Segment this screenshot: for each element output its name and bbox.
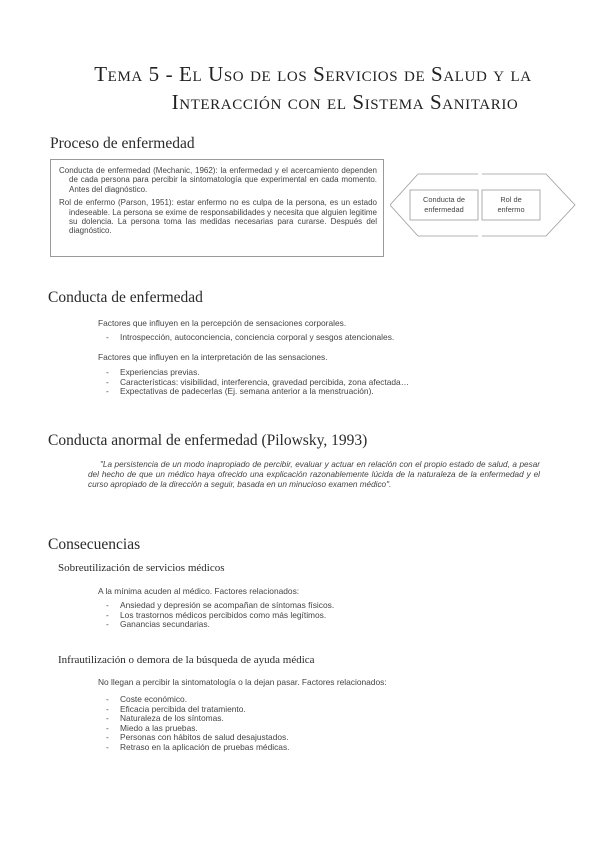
definition-rol: Rol de enfermo (Parson, 1951): estar enfermo no es culpa de la persona, es un estado indeseable. La persona se exime de responsabilidades y necesita que alguien legitime su dolencia. La persona toma las medidas necesarias para curarse. Después del diagnóstico. (59, 198, 377, 236)
node2-line1: Rol de (500, 195, 522, 204)
list-item: - Naturaleza de los síntomas. (106, 714, 289, 724)
list-item: - Ansiedad y depresión se acompañan de síntomas físicos. (106, 601, 334, 611)
list-item: - Introspección, autoconciencia, conciencia corporal y sesgos atencionales. (106, 333, 394, 343)
list-item: - Experiencias previas. (106, 368, 409, 378)
conducta-list-1 (106, 333, 394, 343)
heading-sobreutilizacion: Sobreutilización de servicios médicos (58, 562, 225, 574)
list-item: - Características: visibilidad, interferencia, gravedad percibida, zona afectada… (106, 378, 409, 388)
page-title (0, 60, 600, 116)
heading-infrautilizacion: Infrautilización o demora de la búsqueda de ayuda médica (58, 654, 315, 666)
sobre-intro: A la mínima acuden al médico. Factores relacionados: (98, 586, 300, 596)
heading-proceso: Proceso de enfermedad (50, 135, 195, 152)
infra-intro: No llegan a percibir la sintomatología o la dejan pasar. Factores relacionados: (98, 677, 387, 687)
sobre-list (106, 601, 334, 630)
node2-line2: enfermo (497, 205, 525, 214)
list-item: - Retraso en la aplicación de pruebas médicas. (106, 743, 289, 753)
title-line-1: Tema 5 - El Uso de los Servicios de Salud y la (94, 62, 532, 86)
diagram-right-chevron (546, 174, 575, 236)
list-item: - Expectativas de padecerlas (Ej. semana anterior a la menstruación). (106, 387, 409, 397)
conducta-intro-2: Factores que influyen en la interpretación de las sensaciones. (98, 352, 328, 362)
conducta-intro-1: Factores que influyen en la percepción de sensaciones corporales. (98, 318, 347, 328)
heading-consecuencias: Consecuencias (48, 536, 141, 553)
heading-anormal: Conducta anormal de enfermedad (Pilowsky, 1993) (48, 432, 368, 449)
list-item: - Los trastornos médicos percibidos como más legítimos. (106, 611, 334, 621)
conducta-list-2 (106, 368, 409, 397)
heading-conducta: Conducta de enfermedad (48, 289, 203, 306)
pilowsky-quote: "La persistencia de un modo inapropiado de percibir, evaluar y actuar en relación con el propio estado de salud, a pesar del hecho de que un médico haya ofrecido una explicación razonablemente lúcida de la naturaleza de la enfermedad y el curso apropiado de la dirección a seguir, basada en un minucioso examen médico". (88, 460, 540, 490)
list-item: - Coste económico. (106, 695, 289, 705)
list-item: - Eficacia percibida del tratamiento. (106, 705, 289, 715)
list-item: - Personas con hábitos de salud desajustados. (106, 733, 289, 743)
definitions-box (50, 159, 384, 257)
list-item: - Miedo a las pruebas. (106, 724, 289, 734)
definition-conducta: Conducta de enfermedad (Mechanic, 1962): la enfermedad y el acercamiento dependen de cada persona para percibir la sintomatología que experimental en cada momento. Antes del diagnóstico. (59, 166, 377, 194)
infra-list (106, 695, 289, 753)
node1-line1: Conducta de (423, 195, 465, 204)
process-diagram (390, 172, 580, 238)
title-line-2: Interacción con el Sistema Sanitario (171, 90, 519, 114)
list-item: - Ganancias secundarias. (106, 620, 334, 630)
node1-line2: enfermedad (424, 205, 464, 214)
